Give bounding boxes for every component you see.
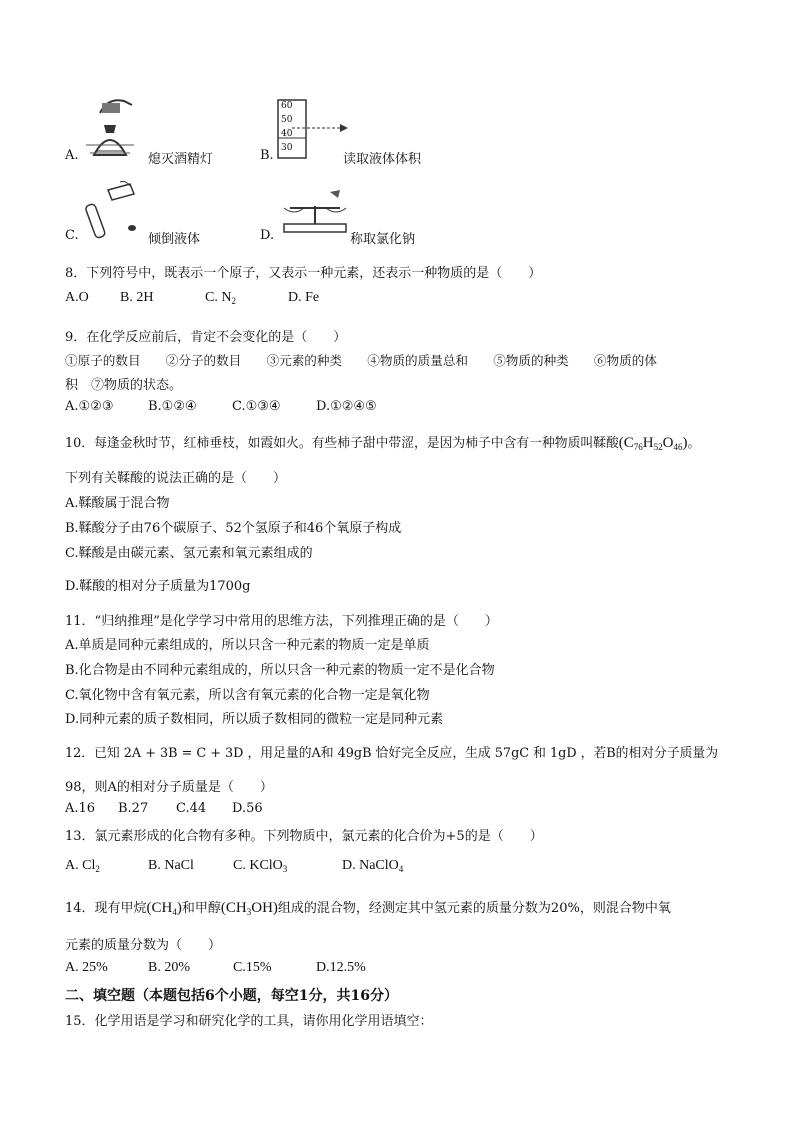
q12-stem-line2: 98，则A的相对分子质量是（ ） — [65, 780, 273, 795]
q10-option-c: C.鞣酸是由碳元素、氢元素和氧元素组成的 — [65, 546, 313, 561]
methane-formula: $(CH_4)$ — [146, 900, 182, 917]
section-2-heading: 二、填空题（本题包括6个小题，每空1分，共16分） — [65, 988, 398, 1004]
q14-option-b: B. 20% — [148, 960, 190, 975]
option-c-text: 倾倒液体 — [148, 232, 201, 247]
q9-option-d: D.①②④⑤ — [316, 399, 377, 414]
balance-scale-illustration — [280, 186, 350, 236]
cylinder-mark-60: 60 — [281, 101, 293, 111]
q12-option-d: D.56 — [232, 801, 263, 816]
q10-option-a: A.鞣酸属于混合物 — [65, 496, 170, 511]
q8-option-c: C. $N_2$ — [205, 290, 236, 306]
q9-option-a: A.①②③ — [65, 399, 114, 414]
q8-option-b: B. 2H — [120, 290, 154, 305]
q11-option-a: A.单质是同种元素组成的，所以只含一种元素的物质一定是单质 — [65, 638, 430, 653]
q14-option-c: C.15% — [233, 960, 272, 975]
q14-stem-line2: 元素的质量分数为（ ） — [65, 938, 222, 953]
question-14-stem: 14．现有甲烷$(CH_4)$和甲醇$(CH_3OH)$组成的混合物，经测定其中氢元素的质量分数为20%，则混合物中氧 — [65, 900, 671, 917]
q13-option-a: A. $Cl_2$ — [65, 858, 100, 874]
cylinder-mark-50: 50 — [281, 115, 293, 125]
q9-option-c: C.①③④ — [232, 399, 281, 414]
option-a-text: 熄灭酒精灯 — [148, 152, 214, 167]
question-10-stem: 10．每逢金秋时节，红柿垂枝，如霞如火。有些柿子甜中带涩，是因为柿子中含有一种物质叫鞣酸$(C_{76}H_{52}O_{46})$。 — [65, 435, 701, 452]
q10-option-b: B.鞣酸分子由76个碳原子、52个氢原子和46个氧原子构成 — [65, 521, 402, 536]
q12-option-b: B.27 — [118, 801, 149, 816]
q10-option-d: D.鞣酸的相对分子质量为1700g — [65, 579, 251, 594]
option-d-text: 称取氯化钠 — [350, 232, 416, 247]
question-12-stem: 12．已知 2A + 3B = C + 3D ，用足量的A和 49gB 恰好完全反应，生成 57gC 和 1gD ，若B的相对分子质量为 — [65, 746, 719, 761]
q14-option-d: D.12.5% — [316, 960, 366, 975]
option-d-letter: D. — [260, 228, 275, 243]
q12-option-c: C.44 — [176, 801, 207, 816]
cylinder-mark-30: 30 — [281, 143, 293, 153]
q13-option-c: C. KClO$_3$ — [233, 858, 288, 874]
question-9-stem: 9．在化学反应前后，肯定不会变化的是（ ） — [65, 330, 347, 345]
question-15-stem: 15．化学用语是学习和研究化学的工具，请你用化学用语填空： — [65, 1014, 433, 1029]
q11-option-d: D.同种元素的质子数相同，所以质子数相同的微粒一定是同种元素 — [65, 712, 444, 727]
q13-option-d: D. NaClO$_4$ — [342, 858, 404, 874]
cylinder-mark-40: 40 — [281, 129, 293, 139]
tannic-acid-formula: $(C_{76}H_{52}O_{46})$ — [618, 435, 688, 452]
methanol-formula: $(CH_3OH)$ — [220, 900, 278, 917]
question-8-stem: 8．下列符号中，既表示一个原子，又表示一种元素，还表示一种物质的是（ ） — [65, 266, 542, 281]
q9-items-line1: ①原子的数目 ②分子的数目 ③元素的种类 ④物质的质量总和 ⑤物质的种类 ⑥物质的体 — [65, 353, 657, 368]
q8-option-a: A.O — [65, 290, 89, 305]
q9-items-line2: 积 ⑦物质的状态。 — [65, 378, 183, 393]
pouring-liquid-illustration — [80, 180, 140, 242]
q12-option-a: A.16 — [65, 801, 96, 816]
alcohol-lamp-illustration — [80, 95, 140, 165]
q8-option-d: D. Fe — [288, 290, 320, 305]
option-b-letter: B. — [260, 148, 274, 163]
option-a-letter: A. — [65, 148, 79, 163]
question-11-stem: 11．“归纳推理”是化学学习中常用的思维方法，下列推理正确的是（ ） — [65, 614, 498, 629]
q14-option-a: A. 25% — [65, 960, 108, 975]
q11-option-b: B.化合物是由不同种元素组成的，所以只含一种元素的物质一定不是化合物 — [65, 663, 495, 678]
question-13-stem: 13．氯元素形成的化合物有多种。下列物质中，氯元素的化合价为+5的是（ ） — [65, 829, 543, 844]
option-c-letter: C. — [65, 228, 79, 243]
q10-stem-line2: 下列有关鞣酸的说法正确的是（ ） — [65, 471, 287, 486]
q13-option-b: B. NaCl — [148, 858, 194, 873]
q11-option-c: C.氧化物中含有氧元素，所以含有氧元素的化合物一定是氧化物 — [65, 688, 430, 703]
option-b-text: 读取液体体积 — [343, 152, 422, 167]
q9-option-b: B.①②④ — [148, 399, 197, 414]
